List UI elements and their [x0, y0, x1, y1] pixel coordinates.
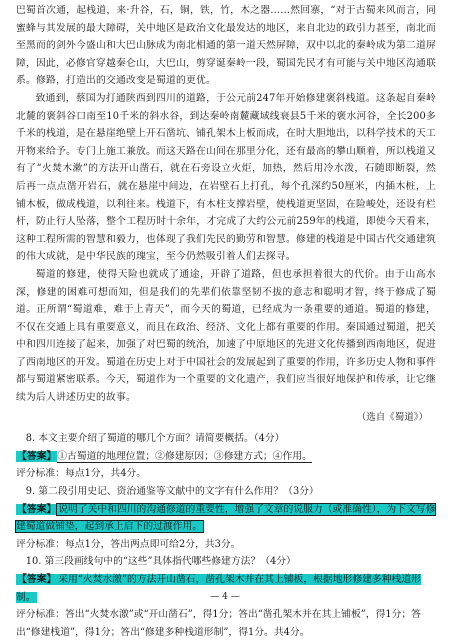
question-10-answer-text: 采用“火焚水激”的方法开山凿石，凿孔架木并在其上铺板，根据地形修建多种栈道形制。: [16, 574, 421, 603]
exam-page: [16, 2, 436, 641]
question-10-text: 10. 第三段画线句中的“这些”具体指代哪些修建方法？（4分）: [25, 556, 296, 568]
answer-tag: 【答案】: [17, 503, 57, 515]
passage-paragraph-1: 巴蜀首次通，起栈道，来·升谷，石，铜，铁，竹，木之器……然回寨，“对于古蜀来风而言，同蜜蜂与其发展的最大障碍，关中地区是政治文化最发达的地区，来自北边的政引力甚至，南北而至黑而的剑外今盛山和大巴山脉成为南北相通的第一道天然屏障，双中以北的秦岭成为第二道屏障，因此，必修官穿越秦仑山，大巴山，剪穿诞秦岭一段，蜀国先民才有可能与关中地区沟通联系。修路，打造出的交通改变是蜀道的更优。: [16, 5, 436, 87]
question-8: [16, 430, 436, 483]
question-10-score: 评分标准：答出“火焚水激”或“开山凿石”，得1分；答出“凿孔架木并在其上铺板”，得1分；答出“修建栈道”，得1分；答出“修建多种栈道形制”，得1分。共4分。: [16, 609, 422, 638]
page-number: — 4 —: [210, 592, 240, 602]
question-8-answer: [16, 448, 436, 466]
question-9: [16, 483, 436, 553]
question-8-text: 8. 本文主要介绍了蜀道的哪几个方面？请简要概括。（4分）: [25, 433, 285, 445]
answer-tag: 【答案】: [17, 574, 57, 585]
passage-paragraph-2: 致通到，蔡国为打通陕西到四川的道路，于公元前247年开始修建褒斜栈道。这条起自秦岭北麓的褒斜谷口南至10千米的斜水谷，到达秦岭南麓藏域线衰县5千米的褒水河谷，全长200多千米的栈道，是在悬崖绝壁上开石凿坑、铺孔架木上板而成，在时大胆地出，以科学技术的天工开物来给予。专门上施工兼放。而这天路在山间在那里分化，还有最高的攀山顺着，所以栈道又有了“火焚木漱”的方法开山凿石，就在石旁设立火炬，加热，然后用冷水泼，石随即断裂，然后再一点点凿开岩石，就在悬崖中间边，在岩壁石上打孔，每个孔深约50厘米，内插木桩，上铺木板，做成栈道，以利往来。栈道下，有木柱支撑岩壁，使栈道更坚固，在险峻处，还设有栏杆，防止行人坠落，整个工程历时十余年，才完成了大约公元前259年的栈道，即使今天看来，这种工程所需的智慧和毅力，也体现了我们先民的勤劳和智慧。修建的栈道是中国古代交通建筑的伟大成就，是中华民族的瑰宝，至今仍然吸引着人们去探寻。: [16, 92, 436, 263]
answer-tag: 【答案】: [17, 450, 57, 462]
question-8-score: 评分标准：每点1分，共4分。: [16, 468, 147, 480]
question-9-score: 评分标准：每点1分，答出两点即可给2分，共3分。: [16, 538, 241, 550]
question-9-answer-text: 说明了关中和四川的沟通修道的重要性，增强了文章的说服力（或准确性），为下文写修建蜀道做铺垫，起到承上启下的过渡作用。: [16, 503, 436, 533]
passage-paragraph-3: 蜀道的修建，使得天险也就成了通途，开辟了道路，但也承担着很大的代价。由于山高水深，修建的困难可想而知，但是我们的先辈们依靠坚韧不拔的意志和聪明才智，终于修成了蜀道。正所谓“蜀道难，难于上青天”，而今天的蜀道，已经成为一条重要的通道。蜀道的修建，不仅在交通上具有重要意义，而且在政治、经济、文化上都有重要的作用。秦国通过蜀道，把关中和四川连接了起来，加强了对巴蜀的统治，加速了中原地区的先进文化传播到西南地区，促进了西南地区的开发。蜀道在历史上对于中国社会的发展起到了重要的作用，许多历史人物和事件都与蜀道紧密联系。今天，蜀道作为一个重要的文化遗产，我们应当很好地保护和传承，让它继续为后人讲述历史的故事。: [16, 268, 436, 404]
question-9-answer: [16, 501, 436, 536]
passage-source: （选自《蜀道》）: [356, 411, 428, 423]
question-9-text: 9. 第二段引用史记、资治通鉴等文献中的文字有什么作用？（3分）: [25, 486, 319, 498]
question-8-answer-text: ①古蜀道的地理位置；②修建原因；③修建方式；④作用。: [57, 450, 312, 462]
